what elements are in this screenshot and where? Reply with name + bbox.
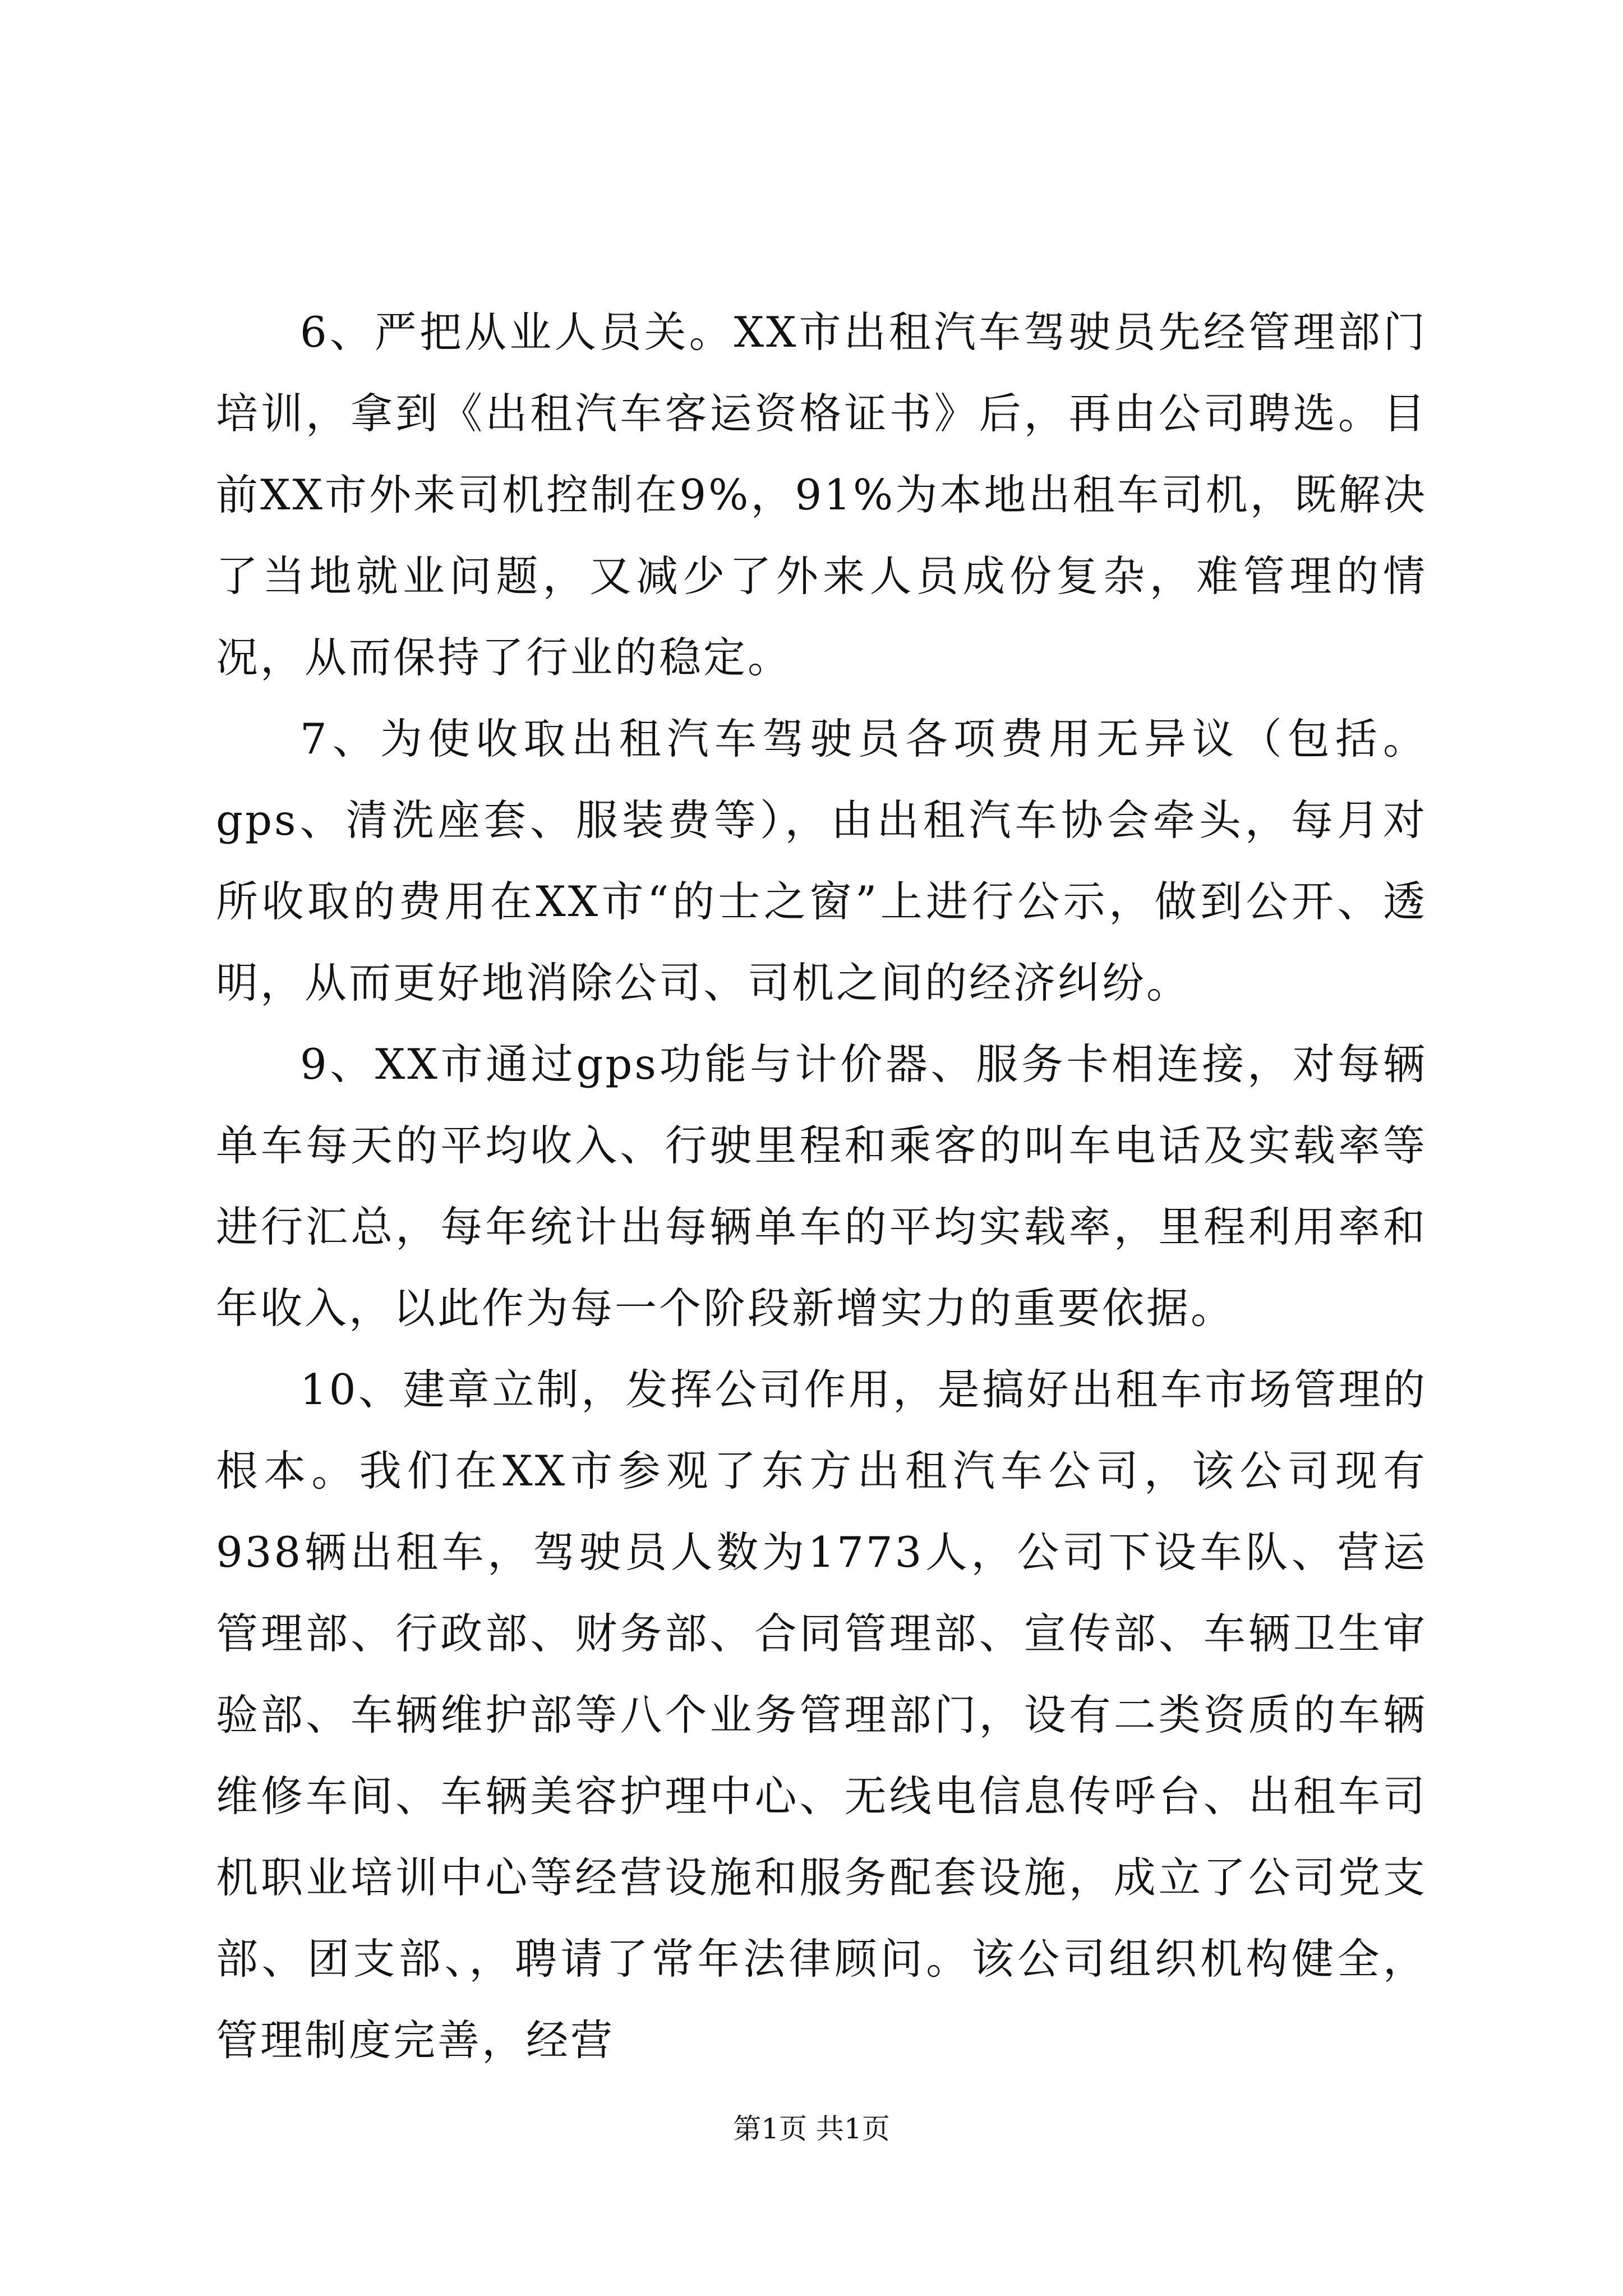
page-footer: 第1页 共1页 bbox=[733, 2113, 890, 2145]
paragraph-7: 7、为使收取出租汽车驾驶员各项费用无异议（包括。gps、清洗座套、服装费等），由出租汽车协会牵头，每月对所收取的费用在XX市“的士之窗”上进行公示，做到公开、透明，从而更好地消除公司、司机之间的经济纠纷。 bbox=[216, 714, 1427, 1007]
paragraph-6: 6、严把从业人员关。XX市出租汽车驾驶员先经管理部门培训，拿到《出租汽车客运资格证书》后，再由公司聘选。目前XX市外来司机控制在9%，91%为本地出租车司机，既解决了当地就业问题，又减少了外来人员成份复杂，难管理的情况，从而保持了行业的稳定。 bbox=[216, 307, 1427, 682]
paragraph-10: 10、建章立制，发挥公司作用，是搞好出租车市场管理的根本。我们在XX市参观了东方出租汽车公司，该公司现有938辆出租车，驾驶员人数为1773人，公司下设车队、营运管理部、行政部、财务部、合同管理部、宣传部、车辆卫生审验部、车辆维护部等八个业务管理部门，设有二类资质的车辆维修车间、车辆美容护理中心、无线电信息传呼台、出租车司机职业培训中心等经营设施和服务配套设施，成立了公司党支部、团支部、，聘请了常年法律顾问。该公司组织机构健全，管理制度完善，经营 bbox=[216, 1365, 1427, 2065]
paragraph-9: 9、XX市通过gps功能与计价器、服务卡相连接，对每辆单车每天的平均收入、行驶里程和乘客的叫车电话及实载率等进行汇总，每年统计出每辆单车的平均实载率，里程利用率和年收入，以此作为每一个阶段新增实力的重要依据。 bbox=[216, 1039, 1427, 1333]
document-body bbox=[216, 292, 1427, 2081]
